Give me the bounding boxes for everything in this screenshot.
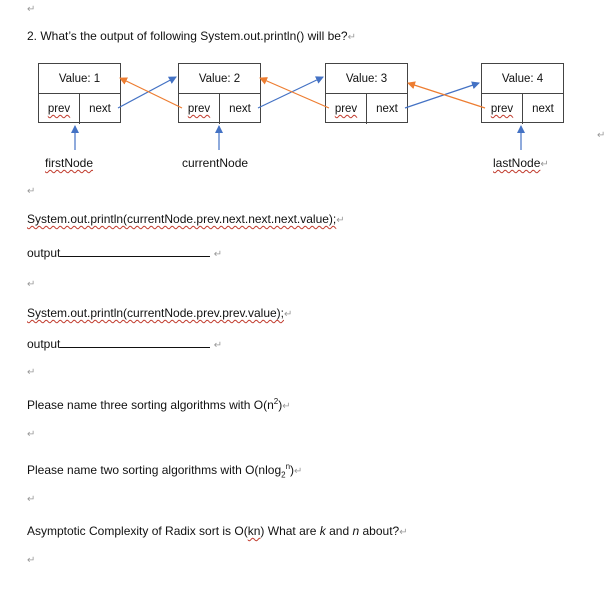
node-value: Value: 2 (179, 64, 260, 94)
paragraph-mark: ↵ (27, 279, 36, 290)
q-radix-k: k (319, 524, 326, 538)
paragraph-mark: ↵ (597, 130, 606, 141)
q-nlogn-sup: n (285, 462, 291, 471)
q-radix-kn: kn (247, 524, 261, 538)
paragraph-mark: ↵ (294, 466, 303, 477)
question-n-squared (27, 397, 291, 412)
paragraph-mark: ↵ (284, 309, 293, 320)
code-1-text: System.out.println(currentNode.prev.next.next.next.value); (27, 212, 337, 226)
q-radix-suffix: about? (359, 524, 400, 538)
question-nlogn (27, 462, 302, 479)
prev-arrow-4-3 (408, 83, 485, 108)
node-next: next (89, 103, 111, 115)
paragraph-mark: ↵ (540, 159, 549, 170)
node-value: Value: 4 (482, 64, 563, 94)
paragraph-mark: ↵ (27, 429, 36, 440)
q-n2-suffix: ) (278, 398, 283, 412)
q-nlogn-sub: 2 (281, 470, 286, 480)
node-prev: prev (47, 103, 71, 115)
q-radix-and: and (325, 524, 353, 538)
q-nlogn-suffix: ) (290, 463, 295, 477)
code-line-1 (27, 212, 345, 226)
output-line-2 (27, 337, 222, 351)
paragraph-mark: ↵ (27, 494, 36, 505)
q-radix-prefix: Asymptotic Complexity of Radix sort is O( (27, 524, 248, 538)
node-next: next (229, 103, 251, 115)
prev-arrow-3-2 (260, 78, 329, 108)
code-line-2 (27, 306, 292, 320)
paragraph-mark: ↵ (399, 527, 408, 538)
last-node-label-wrap (493, 156, 549, 170)
first-node-label: firstNode (45, 156, 94, 170)
code-2-text: System.out.println(currentNode.prev.prev.value); (27, 306, 284, 320)
current-node-label: currentNode (182, 156, 249, 170)
answer-blank[interactable] (60, 337, 210, 348)
q-n2-prefix: Please name three sorting algorithms with O(n (27, 398, 274, 412)
last-node-label: lastNode (493, 156, 541, 170)
output-label: output (27, 246, 61, 260)
q-nlogn-prefix: Please name two sorting algorithms with O(nlog (27, 463, 282, 477)
node-prev: prev (187, 103, 211, 115)
answer-blank[interactable] (60, 246, 210, 257)
paragraph-mark: ↵ (27, 367, 36, 378)
node-value: Value: 1 (39, 64, 120, 94)
next-arrow-3-4 (405, 83, 479, 108)
paragraph-mark: ↵ (27, 555, 36, 566)
node-next: next (532, 103, 554, 115)
node-prev: prev (490, 103, 514, 115)
paragraph-mark: ↵ (336, 215, 345, 226)
paragraph-mark: ↵ (347, 32, 356, 43)
node-value: Value: 3 (326, 64, 407, 94)
paragraph-mark: ↵ (282, 401, 291, 412)
output-label: output (27, 337, 61, 351)
q-radix-middle: ) What are (260, 524, 320, 538)
paragraph-mark: ↵ (27, 4, 36, 15)
prev-arrow-2-1 (120, 78, 182, 108)
output-line-1 (27, 246, 222, 260)
paragraph-mark: ↵ (27, 186, 36, 197)
paragraph-mark: ↵ (213, 249, 223, 260)
q-n2-sup: 2 (273, 397, 279, 406)
paragraph-mark: ↵ (213, 340, 223, 351)
node-next: next (376, 103, 398, 115)
q-radix-n: n (352, 524, 360, 538)
node-prev: prev (334, 103, 358, 115)
question-radix (27, 524, 408, 538)
question-title-text: 2. What’s the output of following System.out.println() will be? (27, 29, 348, 43)
